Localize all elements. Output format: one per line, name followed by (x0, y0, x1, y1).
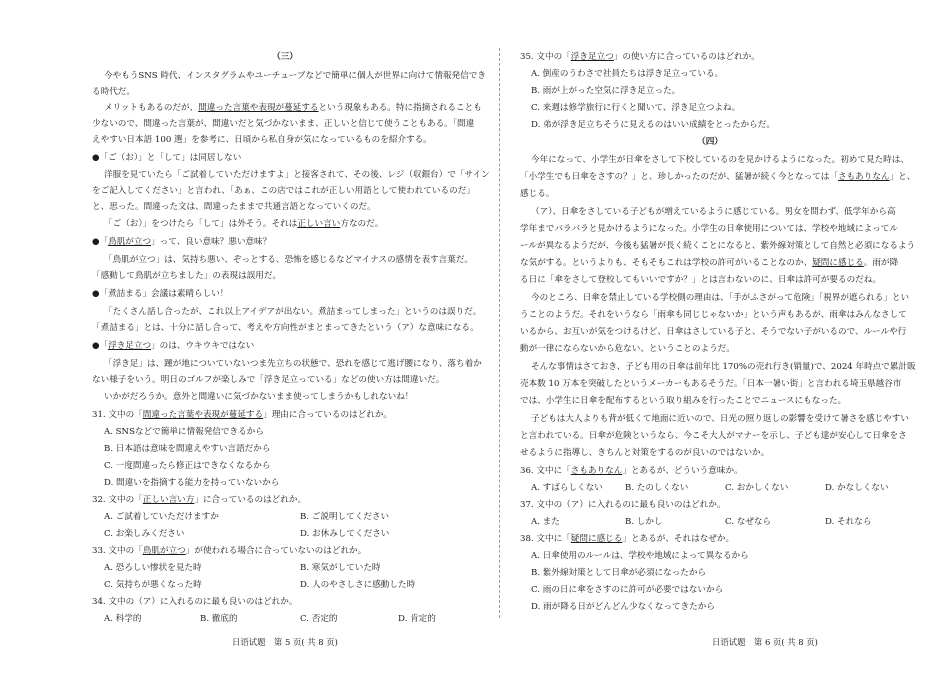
q33-option-a[interactable]: A. 恐ろしい惨状を見た時 (104, 563, 202, 573)
q37-option-b[interactable]: B. しかし (625, 517, 663, 527)
q31-option-a[interactable]: A. SNSなどで簡単に情報発信できるから (104, 427, 264, 437)
underlined-phrase: 正しい言い (297, 219, 341, 229)
q38-option-c[interactable]: C. 雨の日に傘をさすのに許可が必要ではないから (531, 585, 724, 595)
page-footer-right: 日语试题 第 6 页( 共 8 页) (712, 637, 818, 647)
q33-option-b[interactable]: B. 寒気がしていた時 (300, 563, 381, 573)
underlined-phrase: 鳥肌が立つ (108, 237, 152, 247)
question-33: 33. 文中の「鳥肌が立つ」が使われる場合に合っていないのはどれか。 (92, 546, 367, 556)
paragraph-line: 感じる。 (520, 189, 555, 199)
paragraph-line: せるように指導し、きちんと対策をするのが良いのではないか。 (520, 448, 770, 458)
q33-option-c[interactable]: C. 気持ちが悪くなった時 (104, 580, 202, 590)
q34-option-b[interactable]: B. 徹底的 (200, 614, 238, 624)
page-footer-left: 日语试题 第 5 页( 共 8 页) (232, 637, 338, 647)
q38-option-a[interactable]: A. 日傘使用のルールは、学校や地域によって異なるから (531, 551, 749, 561)
paragraph-line: 子どもは大人よりも背が低くて地面に近いので、日光の照り返しの影響を受けて暑さを感じやすい (531, 414, 909, 424)
paragraph-line: をご記入してください」と言われ、「あぁ、この店ではこれが正しい用語として使われているのだ」 (92, 186, 475, 196)
q37-option-c[interactable]: C. なぜなら (725, 517, 772, 527)
topic-heading: ●「鳥肌が立つ」って、良い意味？悪い意味？ (92, 237, 272, 247)
q32-option-d[interactable]: D. お休みしてください (300, 529, 390, 539)
paragraph-line: いかがだろうか。意外と間違いに気づかないまま使ってしまうかもしれないね！ (104, 392, 414, 402)
paragraph-line: うことのようだ。それをいうなら「雨傘も同じじゃないか」という声もあるが、雨傘はみんなさして (520, 310, 907, 320)
underlined-phrase: 間違った言葉や表現が蔓延する (198, 103, 319, 113)
section-heading-3: （三） (272, 52, 298, 62)
paragraph-line: ールが異なるようだが、今後も猛暑が長く続くことになると、紫外線対策として自然と必須になるよう (520, 241, 916, 251)
q32-option-a[interactable]: A. ご試着していただけますか (104, 512, 219, 522)
q37-option-a[interactable]: A. また (531, 517, 560, 527)
q31-option-d[interactable]: D. 間違いを指摘する能力を持っていないから (104, 478, 280, 488)
paragraph-line: メリットもあるのだが、間違った言葉や表現が蔓延するという現象もある。特に指摘されることも (104, 103, 482, 113)
question-38: 38. 文中に「疑問に感じる」とあるが、それはなぜか。 (520, 534, 735, 544)
right-page (475, 0, 950, 688)
topic-heading: ●「煮詰まる」会議は素晴らしい！ (92, 289, 229, 299)
q35-option-d[interactable]: D. 弟が浮き足立ちそうに見えるのはいい成績をとったからだ。 (531, 120, 775, 130)
q32-option-b[interactable]: B. ご説明してください (300, 512, 390, 522)
q38-option-b[interactable]: B. 紫外線対策として日傘が必須になったから (531, 568, 707, 578)
paragraph-line: 今やもうSNS 時代、インスタグラムやユーチューブなどで簡単に個人が世界に向けて情報発信でき (104, 71, 486, 81)
paragraph-line: 「たくさん話し合ったが、これ以上アイデアが出ない。煮詰まってしまった」というのは誤りだ。 (104, 307, 482, 317)
paragraph-line: ない様子をいう。明日のゴルフが楽しみで「浮き足立っている」などの使い方は間違いだ。 (92, 375, 445, 385)
topic-heading: ●「浮き足立つ」のは、ウキウキではない (92, 341, 255, 351)
paragraph-line: いるから、お互いが気をつけるけど、日傘はさしている子と、そうでない子がいるので、ルールや行 (520, 327, 907, 337)
q36-option-c[interactable]: C. おかしくない (725, 483, 789, 493)
q34-option-c[interactable]: C. 否定的 (300, 614, 338, 624)
question-34: 34. 文中の（ア）に入れるのに最も良いのはどれか。 (92, 597, 298, 607)
paragraph-line: る日に「傘をさして登校してもいいですか？」とは言わないのに、日傘は許可が要るのだね。 (520, 275, 881, 285)
paragraph-line: 「浮き足」は、踵が地についていないつま先立ちの状態で、恐れを感じて逃げ腰になり、落ち着か (104, 359, 482, 369)
paragraph-line: 「ご（お）」をつけたら「して」は外そう。それは正しい言い方なのだ。 (104, 219, 384, 229)
q36-option-d[interactable]: D. かなしくない (825, 483, 889, 493)
paragraph-line: 今のところ、日傘を禁止している学校側の理由は、「手がふさがって危険」「視界が遮られる」とい (531, 293, 910, 303)
paragraph-line: な気がする。というよりも、そもそもこれは学校の許可がいることなのか、疑問に感じる。雨が降 (520, 258, 899, 268)
paragraph-line: 「小学生でも日傘をさすの？」と、珍しかったのだが、猛暑が続く今となっては「さもありなん」と、 (520, 172, 916, 182)
paragraph-line: （ア）、日傘をさしている子どもが増えているように感じている。男女を問わず、低学年から高 (531, 207, 896, 217)
paragraph-line: 「煮詰まる」とは、十分に話し合って、考えや方向性がまとまってきたという（ア）な意味になる。 (92, 323, 479, 333)
question-37: 37. 文中の（ア）に入れるのに最も良いのはどれか。 (520, 500, 726, 510)
paragraph-line: 学年までバラバラと見かけるようになった。小学生の日傘使用については、学校や地域によってル (520, 224, 898, 234)
paragraph-line: と、思った。間違った文は、間違ったままで共通言語となっていくのだ。 (92, 202, 376, 212)
section-heading-4: （四） (697, 137, 723, 147)
paragraph-line: 今年になって、小学生が日傘をさして下校しているのを見かけるようになった。初めて見た時は、 (531, 155, 909, 165)
q36-option-b[interactable]: B. たのしくない (625, 483, 689, 493)
q35-option-c[interactable]: C. 来週は修学旅行に行くと聞いて、浮き足立つよね。 (531, 103, 741, 113)
q35-option-b[interactable]: B. 雨が上がった空気に浮き足立った。 (531, 86, 681, 96)
paragraph-line: る時代だ。 (92, 87, 135, 97)
paragraph-line: 「鳥肌が立つ」は、気持ち悪い、ぞっとする、恐怖を感じるなどマイナスの感情を表す言葉だ。 (104, 255, 474, 265)
underlined-phrase: 疑問に感じる (812, 258, 864, 268)
paragraph-line: では、小学生に日傘を配布するという取り組みを行ったことでニュースにもなった。 (520, 396, 847, 406)
question-36: 36. 文中に「さもありなん」とあるが、どういう意味か。 (520, 466, 743, 476)
q37-option-d[interactable]: D. それなら (825, 517, 872, 527)
q34-option-d[interactable]: D. 肯定的 (398, 614, 436, 624)
paragraph-line: そんな事情はさておき、子ども用の日傘は前年比 170%の売れ行き(销量)で、2024 年時点で累計販 (531, 362, 916, 372)
paragraph-line: 「感動して鳥肌が立ちました」の表現は誤用だ。 (92, 271, 282, 281)
question-32: 32. 文中の「正しい言い方」に合っているのはどれか。 (92, 495, 307, 505)
q31-option-c[interactable]: C. 一度間違ったら修正はできなくなるから (104, 461, 271, 471)
question-35: 35. 文中の「浮き足立つ」の使い方に合っているのはどれか。 (520, 52, 760, 62)
paragraph-line: 売本数 10 万本を突破したというメーカーもあるそうだ。「日本一暑い街」と言われる埼玉県越谷市 (520, 379, 902, 389)
q31-option-b[interactable]: B. 日本語は意味を間違えやすい言語だから (104, 444, 271, 454)
q36-option-a[interactable]: A. すばらしくない (531, 483, 603, 493)
paragraph-line: 動が一律にならないから危ない、ということのようだ。 (520, 344, 735, 354)
topic-heading: ●「ご（お）」と「して」は同居しない (92, 153, 242, 163)
paragraph-line: えやすい日本語 100 選」を参考に、日頃から私自身が気になっているものを紹介する。 (92, 135, 432, 145)
question-31: 31. 文中の「間違った言葉や表現が蔓延する」理由に合っているのはどれか。 (92, 410, 393, 420)
q34-option-a[interactable]: A. 科学的 (104, 614, 142, 624)
paragraph-line: と言われている。日傘が危険というなら、今こそ大人がマナーを示し、子ども達が安心して日傘をさ (520, 431, 907, 441)
paragraph-line: 洋服を見ていたら「ご試着していただけますよ」と接客されて、その後、レジ（収銀台）で「サイン (104, 170, 490, 180)
q33-option-d[interactable]: D. 人のやさしさに感動した時 (300, 580, 416, 590)
paragraph-line: 少ないので、間違った言葉が、間違いだと気づかないまま、正しいと信じて使うこともある。「間違 (92, 119, 475, 129)
underlined-phrase: さもありなん (837, 172, 890, 182)
q32-option-c[interactable]: C. お楽しみください (104, 529, 185, 539)
underlined-phrase: 浮き足立つ (108, 341, 152, 351)
q35-option-a[interactable]: A. 倒産のうわさで社員たちは浮き足立っている。 (531, 69, 724, 79)
q38-option-d[interactable]: D. 雨が降る日がどんどん少なくなってきたから (531, 602, 715, 612)
